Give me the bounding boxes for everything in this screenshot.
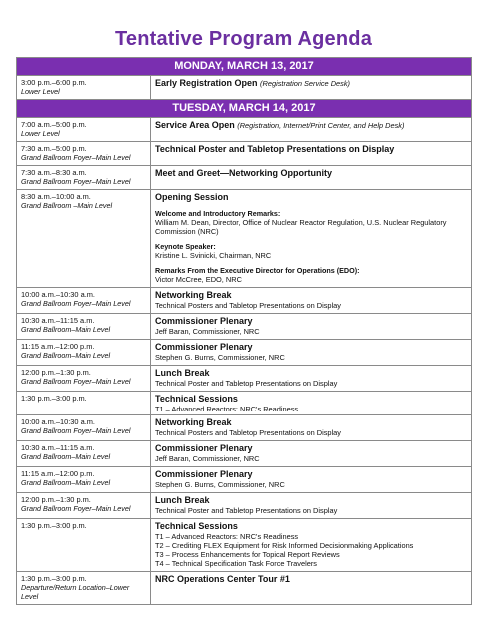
time-range: 10:30 a.m.–11:15 a.m. xyxy=(21,316,95,325)
event-cell xyxy=(151,166,472,190)
time-cell xyxy=(17,314,151,340)
time-cell xyxy=(17,190,151,288)
location: Grand Ballroom Foyer–Main Level xyxy=(21,177,131,186)
event-cell xyxy=(151,340,472,366)
day-header-row xyxy=(17,100,472,118)
agenda-row xyxy=(17,142,472,166)
time-range: 7:30 a.m.–8:30 a.m. xyxy=(21,168,87,177)
event-title: Meet and Greet—Networking Opportunity xyxy=(155,168,333,178)
event-title: Commissioner Plenary xyxy=(155,469,253,479)
event-cell xyxy=(151,519,472,572)
welcome-text: William M. Dean, Director, Office of Nuclear Reactor Regulation, U.S. Nuclear Regulatory Commission (NRC) xyxy=(155,218,447,236)
agenda-row xyxy=(17,441,472,467)
location: Grand Ballroom Foyer–Main Level xyxy=(21,299,131,308)
location: Grand Ballroom–Main Level xyxy=(21,452,111,461)
time-cell xyxy=(17,467,151,493)
location: Grand Ballroom Foyer–Main Level xyxy=(21,504,131,513)
location: Grand Ballroom–Main Level xyxy=(21,351,111,360)
event-title: Networking Break xyxy=(155,290,232,300)
keynote-label: Keynote Speaker: xyxy=(155,242,216,251)
event-title: Commissioner Plenary xyxy=(155,316,253,326)
agenda-row xyxy=(17,166,472,190)
time-cell xyxy=(17,572,151,605)
time-range: 10:00 a.m.–10:30 a.m. xyxy=(21,290,95,299)
event-title: Technical Sessions xyxy=(155,521,238,531)
agenda-row xyxy=(17,467,472,493)
event-cell xyxy=(151,288,472,314)
edo-label: Remarks From the Executive Director for Operations (EDO): xyxy=(155,266,360,275)
location: Grand Ballroom–Main Level xyxy=(21,478,111,487)
time-range: 12:00 p.m.–1:30 p.m. xyxy=(21,495,91,504)
event-subtitle: Jeff Baran, Commissioner, NRC xyxy=(155,327,260,336)
agenda-table xyxy=(16,57,472,605)
location: Grand Ballroom–Main Level xyxy=(21,325,111,334)
location: Lower Level xyxy=(21,129,60,138)
time-cell xyxy=(17,142,151,166)
time-range: 1:30 p.m.–3:00 p.m. xyxy=(21,574,87,583)
event-note: (Registration Service Desk) xyxy=(260,79,350,88)
day-header-row xyxy=(17,58,472,76)
event-title: Commissioner Plenary xyxy=(155,342,253,352)
time-cell xyxy=(17,441,151,467)
location: Grand Ballroom –Main Level xyxy=(21,201,113,210)
location: Lower Level xyxy=(21,87,60,96)
time-cell xyxy=(17,493,151,519)
event-cell xyxy=(151,415,472,441)
time-range: 1:30 p.m.–3:00 p.m. xyxy=(21,394,87,403)
event-title: Opening Session xyxy=(155,192,229,202)
agenda-row xyxy=(17,76,472,100)
event-subtitle: Stephen G. Burns, Commissioner, NRC xyxy=(155,480,285,489)
time-cell xyxy=(17,415,151,441)
time-range: 1:30 p.m.–3:00 p.m. xyxy=(21,521,87,530)
page-title: Tentative Program Agenda xyxy=(114,28,373,50)
keynote-text: Kristine L. Svinicki, Chairman, NRC xyxy=(155,251,272,260)
time-cell xyxy=(17,366,151,392)
event-subtitle-cut: T1 – Advanced Reactors: NRC's Readiness xyxy=(155,405,299,411)
event-cell xyxy=(151,366,472,392)
event-subtitle: Technical Poster and Tabletop Presentations on Display xyxy=(155,506,338,515)
event-cell xyxy=(151,142,472,166)
event-title: Technical Poster and Tabletop Presentations on Display xyxy=(155,144,395,154)
agenda-row xyxy=(17,288,472,314)
event-subtitle: Technical Poster and Tabletop Presentations on Display xyxy=(155,379,338,388)
agenda-row xyxy=(17,415,472,441)
location: Departure/Return Location–Lower Level xyxy=(21,583,130,601)
time-range: 11:15 a.m.–12:00 p.m. xyxy=(21,469,95,478)
event-cell xyxy=(151,572,472,605)
event-subtitle: Technical Posters and Tabletop Presentations on Display xyxy=(155,301,341,310)
agenda-row xyxy=(17,340,472,366)
event-title: Lunch Break xyxy=(155,495,210,505)
agenda-row xyxy=(17,190,472,288)
edo-text: Victor McCree, EDO, NRC xyxy=(155,275,242,284)
event-subtitle: Stephen G. Burns, Commissioner, NRC xyxy=(155,353,285,362)
time-cell xyxy=(17,166,151,190)
agenda-row xyxy=(17,118,472,142)
time-cell xyxy=(17,76,151,100)
time-cell xyxy=(17,288,151,314)
event-cell xyxy=(151,392,472,415)
time-range: 3:00 p.m.–6:00 p.m. xyxy=(21,78,87,87)
time-cell xyxy=(17,392,151,415)
event-title: Lunch Break xyxy=(155,368,210,378)
agenda-row xyxy=(17,519,472,572)
event-cell xyxy=(151,76,472,100)
event-title: Networking Break xyxy=(155,417,232,427)
event-title: Commissioner Plenary xyxy=(155,443,253,453)
agenda-row xyxy=(17,572,472,605)
event-cell xyxy=(151,467,472,493)
time-range: 10:00 a.m.–10:30 a.m. xyxy=(21,417,95,426)
event-cell xyxy=(151,190,472,288)
time-range: 7:00 a.m.–5:00 p.m. xyxy=(21,120,87,129)
event-title: Service Area Open (Registration, Internet/Print Center, and Help Desk) xyxy=(155,120,405,130)
event-subtitle: Jeff Baran, Commissioner, NRC xyxy=(155,454,260,463)
location: Grand Ballroom Foyer–Main Level xyxy=(21,153,131,162)
agenda-row xyxy=(17,392,472,415)
time-cell xyxy=(17,118,151,142)
event-title: Technical Sessions xyxy=(155,394,238,404)
event-title: NRC Operations Center Tour #1 xyxy=(155,574,290,584)
session-item: T1 – Advanced Reactors: NRC's Readiness xyxy=(155,532,299,541)
time-range: 11:15 a.m.–12:00 p.m. xyxy=(21,342,95,351)
time-cell xyxy=(17,340,151,366)
event-note: (Registration, Internet/Print Center, and Help Desk) xyxy=(237,121,405,130)
session-item: T3 – Process Enhancements for Topical Report Reviews xyxy=(155,550,340,559)
time-cell xyxy=(17,519,151,572)
time-range: 10:30 a.m.–11:15 a.m. xyxy=(21,443,95,452)
agenda-row xyxy=(17,314,472,340)
welcome-label: Welcome and Introductory Remarks: xyxy=(155,209,281,218)
agenda-row xyxy=(17,493,472,519)
time-range: 7:30 a.m.–5:00 p.m. xyxy=(21,144,87,153)
session-item: T2 – Crediting FLEX Equipment for Risk Informed Decisionmaking Applications xyxy=(155,541,414,550)
event-cell xyxy=(151,118,472,142)
time-range: 8:30 a.m.–10:00 a.m. xyxy=(21,192,91,201)
location: Grand Ballroom Foyer–Main Level xyxy=(21,426,131,435)
day-header: MONDAY, MARCH 13, 2017 xyxy=(17,58,472,76)
event-subtitle: Technical Posters and Tabletop Presentations on Display xyxy=(155,428,341,437)
event-cell xyxy=(151,493,472,519)
location: Grand Ballroom Foyer–Main Level xyxy=(21,377,131,386)
session-item: T4 – Technical Specification Task Force Travelers xyxy=(155,559,317,568)
event-cell xyxy=(151,441,472,467)
event-title: Early Registration Open (Registration Service Desk) xyxy=(155,78,350,88)
time-range: 12:00 p.m.–1:30 p.m. xyxy=(21,368,91,377)
agenda-row xyxy=(17,366,472,392)
event-cell xyxy=(151,314,472,340)
day-header: TUESDAY, MARCH 14, 2017 xyxy=(17,100,472,118)
